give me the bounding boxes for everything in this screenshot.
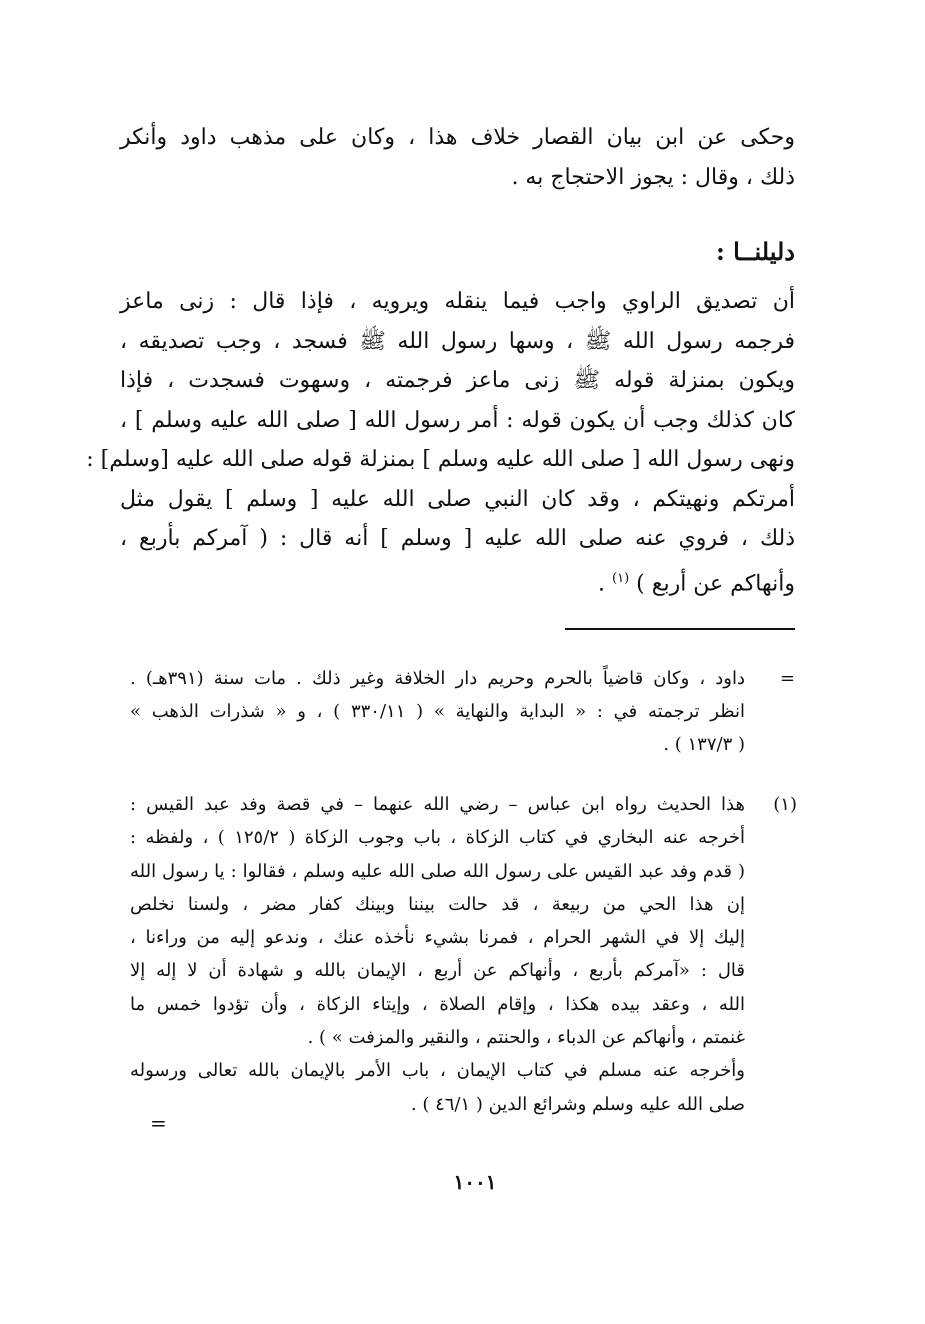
footnote-1 <box>130 788 745 1121</box>
section-heading: دليلنــا : <box>715 237 795 266</box>
text-fragment: وأنهاكم عن أربع ) <box>636 570 795 596</box>
paragraph-argument <box>86 282 795 603</box>
footnote-line: الله ، وعقد بيده هكذا ، وإقام الصلاة ، وإيتاء الزكاة ، وأن تؤدوا خمس ما <box>130 993 745 1015</box>
footnote-line: قال : «آمركم بأربع ، وأنهاكم عن أربع ، الإيمان بالله و شهادة أن لا إله إلا <box>130 960 745 982</box>
footnote-number: (١) <box>773 794 797 815</box>
footnote-line: ( قدم وفد عبد القيس على رسول الله صلى الله عليه وسلم ، فقالوا : يا رسول الله <box>130 860 745 882</box>
footnote-line: إليك إلا في الشهر الحرام ، فمرنا بشيء نأخذه عنك ، وندعو إليه من وراءنا ، <box>130 927 745 949</box>
page-number: ١٠٠١ <box>453 1170 497 1194</box>
footnote-reference[interactable]: (١) <box>612 570 630 586</box>
footnote-separator <box>565 628 795 630</box>
text-line: وحكى عن ابن بيان القصار خلاف هذا ، وكان على مذهب داود وأنكر <box>120 125 795 150</box>
footnote-line: وأخرجه عنه مسلم في كتاب الإيمان ، باب الأمر بالإيمان بالله تعالى ورسوله <box>130 1060 745 1082</box>
footnote-continuation <box>130 662 745 761</box>
text-fragment: . <box>598 570 613 596</box>
text-line: ويكون بمنزلة قوله ﷺ زنى ماعز فرجمته ، وسهوت فسجدت ، فإذا <box>120 368 795 393</box>
text-line: كان كذلك وجب أن يكون قوله : أمر رسول الله [ صلى الله عليه وسلم ] ، <box>120 407 795 433</box>
end-continuation-marker: = <box>150 1111 167 1135</box>
footnote-line: أخرجه عنه البخاري في كتاب الزكاة ، باب وجوب الزكاة ( ١٢٥/٢ ) ، ولفظه : <box>130 827 745 849</box>
text-line: ذلك ، وقال : يجوز الاحتجاج به . <box>511 165 795 190</box>
text-line: فرجمه رسول الله ﷺ ، وسها رسول الله ﷺ فسجد ، وجب تصديقه ، <box>120 328 795 354</box>
footnote-line: غنمتم ، وأنهاكم عن الدباء ، والحنتم ، والنقير والمزفت » ) . <box>307 1027 745 1049</box>
text-line <box>120 559 795 604</box>
footnote-line: صلى الله عليه وسلم وشرائع الدين ( ٤٦/١ ) . <box>410 1093 745 1115</box>
continuation-marker: = <box>779 668 795 689</box>
footnote-line: داود ، وكان قاضياً بالحرم وحريم دار الخلافة وغير ذلك . مات سنة (٣٩١هـ) . <box>130 668 745 689</box>
footnote-line: هذا الحديث رواه ابن عباس – رضي الله عنهما – في قصة وفد عبد القيس : <box>130 794 745 815</box>
paragraph-intro <box>120 118 795 198</box>
footnote-line: ( ١٣٧/٣ ) . <box>663 734 745 755</box>
footnote-line: إن هذا الحي من ربيعة ، قد حالت بيننا وبينك كفار مضر ، ولسنا نخلص <box>130 893 745 915</box>
footnote-line: انظر ترجمته في : « البداية والنهاية » ( ٣٣٠/١١ ) ، و « شذرات الذهب » <box>130 701 746 722</box>
text-line: ونهى رسول الله [ صلى الله عليه وسلم ] بمنزلة قوله صلى الله عليه [وسلم] : <box>86 447 795 472</box>
text-line: أن تصديق الراوي واجب فيما ينقله ويرويه ، فإذا قال : زنى ماعز <box>120 289 795 314</box>
text-line: ذلك ، فروي عنه صلى الله عليه [ وسلم ] أنه قال : ( آمركم بأربع ، <box>120 526 795 551</box>
text-line: أمرتكم ونهيتكم ، وقد كان النبي صلى الله عليه [ وسلم ] يقول مثل <box>120 486 795 512</box>
